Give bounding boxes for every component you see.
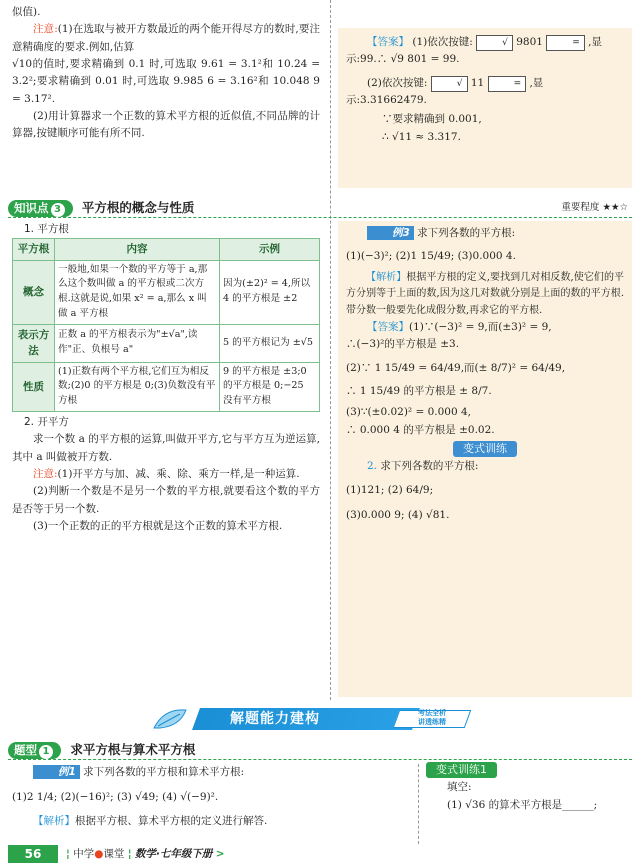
analysis — [346, 270, 624, 320]
row-heading: 表示方法 — [13, 325, 55, 363]
knowledge-point-title: 平方根的概念与性质 — [81, 200, 195, 215]
note-paragraph-cont: √10的值时,要求精确到 0.1 时,可选取 9.61 = 3.1²和 10.24 = 3.2²;要求精确到 0.01 时,可选取 9.985 6 = 3.16²和 10.048 9 = 3.17². — [12, 57, 320, 105]
answer-line-1 — [346, 34, 624, 69]
section-heading: 1. 平方根 — [24, 223, 69, 235]
question-text: 求下列各数的平方根: — [417, 227, 516, 239]
note-paragraph — [12, 466, 320, 483]
variant-training-1 — [426, 762, 632, 814]
table-header: 内容 — [55, 239, 220, 260]
analysis-text: 根据平方根的定义,要找到几对相反数,使它们的平方分别等于上面的数,因为这几对数就分别是上面的数的平方根.带分数一般要先化成假分数,再求它的平方根. — [346, 271, 625, 316]
banner-sub-line: 讲透练精 — [418, 718, 446, 726]
example-tag: 例1 — [33, 765, 80, 779]
banner-sub-line: 考法全析 — [418, 709, 446, 717]
row-heading: 概念 — [13, 260, 55, 324]
table-cell: 因为(±2)² = 4,所以 4 的平方根是 ±2 — [220, 260, 320, 324]
answer-panel — [338, 28, 632, 188]
number-badge: 1 — [39, 745, 53, 759]
note-text: (1)在选取与被开方数最近的两个能开得尽方的数时,要注意精确度的要求.例如,估算 — [12, 23, 320, 53]
paragraph: 求一个数 a 的平方根的运算,叫做开平方,它与平方互为逆运算,其中 a 叫做被开方数. — [12, 433, 320, 463]
answer-line: ∴ 0.000 4 的平方根是 ±0.02. — [346, 423, 495, 436]
question-text: 求下列各数的平方根: — [380, 460, 479, 473]
footer-series — [66, 845, 225, 863]
column-divider — [330, 0, 331, 700]
sqrt-key: √ — [431, 76, 468, 92]
table-cell: 一般地,如果一个数的平方等于 a,那么这个数叫做 a 的平方根或二次方根.这就是说,如果 x² = a,那么 x 叫做 a 平方根 — [55, 260, 220, 324]
question-type-header — [8, 740, 632, 760]
answer-line-3: ∵要求精确到 0.001, — [382, 113, 482, 126]
banner-subtitle — [404, 709, 460, 727]
answer-line: ∴ 1 15/49 的平方根是 ± 8/7. — [346, 385, 492, 398]
star-rating-icon: ★★☆ — [602, 202, 628, 213]
subject-label: 数学·七年级下册 — [134, 848, 213, 860]
answer-line — [346, 319, 624, 336]
paragraph: (3)一个正数的正的平方根就是这个正数的算术平方根. — [33, 520, 283, 532]
number: 11 — [470, 76, 485, 89]
answer-label: 【答案】 — [367, 36, 409, 48]
note-paragraph — [12, 21, 320, 56]
answer-text: ,显示:99.∴ √9 801 = 99. — [346, 36, 603, 66]
equals-key: = — [546, 35, 585, 51]
analysis-text: 根据平方根、算术平方根的定义进行解答. — [75, 814, 268, 827]
answer-line-4: ∴ √11 ≈ 3.317. — [382, 130, 461, 143]
note-label: 注意: — [33, 468, 58, 481]
table-cell: 5 的平方根记为 ±√5 — [220, 325, 320, 363]
top-left-text — [12, 4, 320, 143]
table-row — [13, 362, 320, 412]
knowledge-point-tag — [8, 200, 73, 217]
footer-divider: ¦ — [127, 848, 132, 860]
equals-key: = — [488, 76, 527, 92]
table-row — [13, 325, 320, 363]
question-type-title: 求平方根与算术平方根 — [70, 742, 196, 757]
fill-label: 填空: — [447, 781, 472, 794]
answer-line: (3)∵(±0.02)² = 0.000 4, — [346, 406, 472, 419]
note-paragraph-2: (2)用计算器求一个正数的算术平方根的近似值,不同品牌的计算器,按键顺序可能有所不同. — [12, 109, 320, 140]
example-panel — [338, 221, 632, 697]
table-cell: (1)正数有两个平方根,它们互为相反数;(2)0 的平方根是 0;(3)负数没有平方根 — [55, 362, 220, 412]
question-text: 求下列各数的平方根和算术平方根: — [83, 766, 245, 778]
sqrt-key: √ — [476, 35, 513, 51]
variant-training-tag: 变式训练 — [453, 441, 517, 457]
analysis-label: 【解析】 — [33, 814, 75, 827]
example-items: (1)2 1/4; (2)(−16)²; (3) √49; (4) √(−9)². — [12, 791, 219, 804]
note-label: 注意: — [33, 23, 58, 36]
question-type-tag — [8, 742, 61, 759]
footer-divider: ¦ — [66, 848, 70, 860]
table-header: 平方根 — [13, 239, 55, 260]
answer-text: (2)依次按键: — [367, 76, 428, 89]
page-number: 56 — [8, 845, 58, 863]
answer-text: ,显示:3.31662479. — [346, 76, 544, 106]
table-header-row — [13, 239, 320, 260]
number: 9801 — [516, 36, 543, 48]
importance — [561, 200, 628, 216]
answer-line: ∴(−3)²的平方根是 ±3. — [346, 338, 460, 351]
chevron-right-icon: > — [215, 848, 225, 860]
leaf-icon — [150, 706, 194, 732]
variant-items: (1)121; (2) 64/9; — [346, 483, 434, 496]
variant-items: (3)0.000 9; (4) √81. — [346, 508, 450, 521]
brand-mark: ● — [94, 848, 104, 860]
example-tag: 例3 — [367, 226, 414, 240]
paragraph: (2)判断一个数是不是另一个数的平方根,就要看这个数的平方是否等于另一个数. — [12, 485, 320, 515]
answer-line: (2)∵ 1 15/49 = 64/49,而(± 8/7)² = 64/49, — [346, 361, 566, 374]
section-heading: 2. 开平方 — [24, 416, 69, 429]
question-text: (1) √36 的算术平方根是______; — [447, 798, 598, 811]
number-badge: 3 — [51, 203, 65, 217]
analysis-label: 【解析】 — [366, 271, 407, 283]
table-cell: 正数 a 的平方根表示为"±√a",读作"正、负根号 a" — [55, 325, 220, 363]
square-root-table — [12, 238, 320, 412]
table-row — [13, 260, 320, 324]
tag-label: 知识点 — [14, 201, 49, 215]
example-items: (1)(−3)²; (2)1 15/49; (3)0.000 4. — [346, 250, 516, 263]
answer-line-2 — [346, 75, 624, 110]
column-divider — [418, 764, 419, 844]
note-text: (1)开平方与加、减、乘、除、乘方一样,是一种运算. — [57, 468, 300, 481]
tag-label: 题型 — [14, 743, 37, 757]
variant-training-tag: 变式训练1 — [426, 762, 497, 778]
row-heading: 性质 — [13, 362, 55, 412]
knowledge-point-header — [8, 198, 632, 218]
series-name: 课堂 — [103, 848, 125, 860]
answer-label: 【答案】 — [367, 321, 409, 334]
question-number: 2. — [367, 460, 378, 473]
variant-question — [346, 458, 624, 475]
example-1 — [12, 764, 412, 830]
banner-title: 解题能力建构 — [230, 711, 320, 727]
table-header: 示例 — [220, 239, 320, 260]
example-question — [346, 225, 624, 242]
series-name: 中学 — [73, 848, 95, 860]
paragraph: 似值). — [12, 6, 41, 18]
section-banner — [150, 706, 480, 732]
analysis — [12, 813, 412, 830]
table-cell: 9 的平方根是 ±3;0 的平方根是 0;−25 没有平方根 — [220, 362, 320, 412]
answer-text: (1)∵(−3)² = 9,而(±3)² = 9, — [409, 321, 552, 334]
variant-heading — [426, 762, 632, 779]
importance-label: 重要程度 — [561, 202, 600, 213]
answer-text: (1)依次按键: — [412, 36, 473, 48]
left-column — [12, 221, 320, 535]
variant-heading — [346, 441, 624, 458]
example-question — [12, 764, 412, 781]
